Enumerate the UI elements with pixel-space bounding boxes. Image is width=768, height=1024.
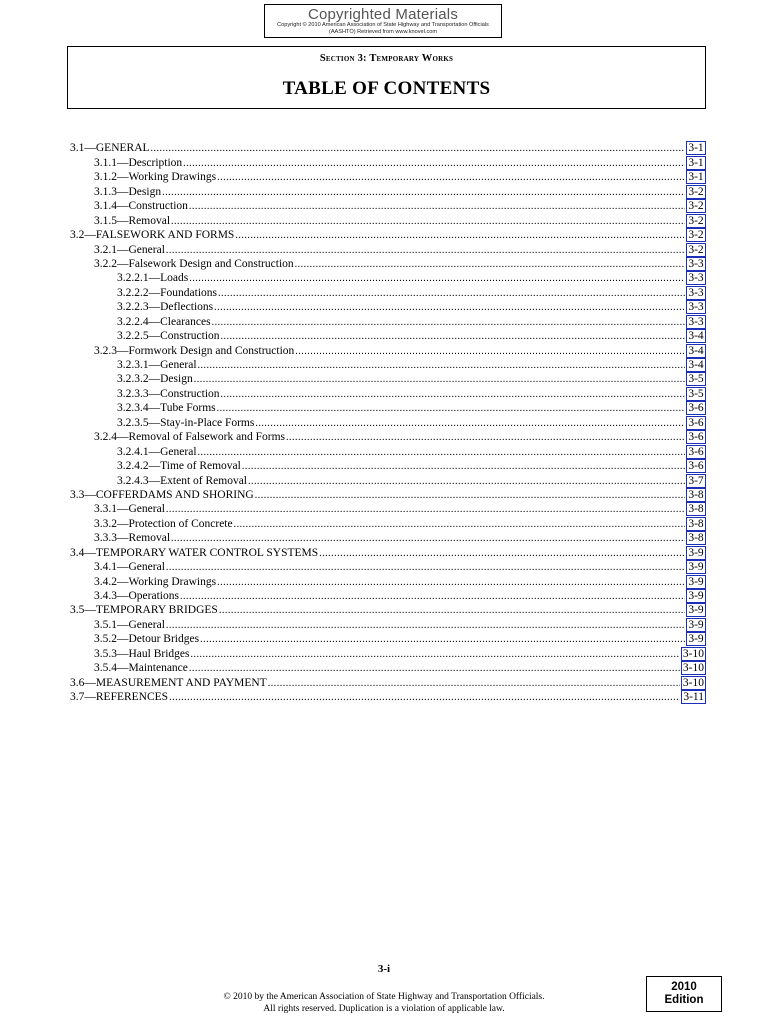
toc-page-link[interactable]: 3-10 [682, 676, 704, 689]
toc-page-link[interactable]: 3-6 [686, 416, 706, 430]
toc-entry-label[interactable]: 3.2.3.4—Tube Forms [117, 402, 216, 415]
toc-page-link[interactable]: 3-6 [686, 430, 706, 444]
toc-leader-dots [234, 519, 685, 531]
toc-entry-label[interactable]: 3.2.4—Removal of Falsework and Forms [94, 431, 286, 444]
toc-entry[interactable] [70, 372, 706, 386]
toc-entry-label[interactable]: 3.6—MEASUREMENT AND PAYMENT [70, 676, 267, 689]
toc-entry-label[interactable]: 3.2.2.3—Deflections [117, 301, 214, 314]
toc-entry-label[interactable]: 3.5—TEMPORARY BRIDGES [70, 604, 218, 617]
toc-leader-dots [162, 187, 685, 199]
toc-entry-label[interactable]: 3.1.4—Construction [94, 200, 188, 213]
toc-leader-dots [214, 302, 685, 314]
toc-leader-dots [166, 562, 685, 574]
toc-leader-dots [268, 678, 680, 690]
toc-leader-dots [248, 476, 685, 488]
toc-page-link[interactable]: 3-9 [686, 546, 706, 560]
toc-entry-label[interactable]: 3.1.2—Working Drawings [94, 171, 217, 184]
toc-page-link[interactable]: 3-2 [686, 243, 706, 257]
toc-entry-label[interactable]: 3.4.1—General [94, 561, 165, 574]
toc-page-link[interactable]: 3-3 [686, 286, 706, 300]
toc-leader-dots [198, 447, 685, 459]
toc-leader-dots [221, 331, 685, 343]
toc-entry-label[interactable]: 3.5.3—Haul Bridges [94, 647, 190, 660]
toc-page-link[interactable]: 3-9 [686, 603, 706, 617]
toc-leader-dots [194, 374, 685, 386]
toc-entry-label[interactable]: 3.5.1—General [94, 618, 165, 631]
toc-page-link[interactable]: 3-1 [686, 170, 706, 184]
toc-entry-label[interactable]: 3.2—FALSEWORK AND FORMS [70, 229, 235, 242]
toc-page-link[interactable]: 3-8 [686, 531, 706, 545]
toc-entry[interactable] [70, 574, 706, 588]
toc-leader-dots [221, 389, 685, 401]
toc-leader-dots [217, 577, 685, 589]
toc-entry-label[interactable]: 3.2.3—Formwork Design and Construction [94, 344, 295, 357]
toc-entry[interactable] [70, 473, 706, 487]
toc-page-link[interactable]: 3-5 [686, 372, 706, 386]
toc-entry-label[interactable]: 3.2.4.1—General [117, 445, 197, 458]
toc-leader-dots [166, 620, 685, 632]
toc-page-link[interactable]: 3-9 [686, 560, 706, 574]
toc-leader-dots [171, 533, 685, 545]
toc-entry-label[interactable]: 3.3—COFFERDAMS AND SHORING [70, 488, 254, 501]
toc-entry-label[interactable]: 3.3.1—General [94, 503, 165, 516]
toc-entry-label[interactable]: 3.2.3.5—Stay-in-Place Forms [117, 416, 255, 429]
toc-entry[interactable] [70, 329, 706, 343]
toc-leader-dots [217, 172, 685, 184]
toc-entry-label[interactable]: 3.2.2.1—Loads [117, 272, 189, 285]
toc-entry[interactable] [70, 141, 706, 155]
toc-leader-dots [166, 504, 685, 516]
toc-leader-dots [255, 418, 685, 430]
toc-page-link[interactable]: 3-1 [686, 156, 706, 170]
toc-entry[interactable] [70, 213, 706, 227]
toc-page-link[interactable]: 3-9 [686, 589, 706, 603]
toc-leader-dots [212, 317, 685, 329]
toc-leader-dots [219, 605, 685, 617]
toc-entry[interactable] [70, 488, 706, 502]
toc-entry[interactable] [70, 358, 706, 372]
toc-entry[interactable] [70, 271, 706, 285]
toc-leader-dots [242, 461, 685, 473]
toc-leader-dots [169, 692, 680, 704]
toc-entry[interactable] [70, 155, 706, 169]
toc-entry[interactable] [70, 690, 706, 704]
toc-entry[interactable] [70, 300, 706, 314]
toc-leader-dots [189, 273, 685, 285]
toc-leader-dots [180, 591, 685, 603]
toc-leader-dots [166, 245, 685, 257]
toc-entry-label[interactable]: 3.2.3.2—Design [117, 373, 193, 386]
edition-year: 2010 [671, 981, 697, 993]
page-number: 3-i [377, 963, 391, 975]
toc-entry[interactable] [70, 516, 706, 530]
toc-leader-dots [151, 143, 685, 155]
toc-entry[interactable] [70, 170, 706, 184]
toc-entry[interactable] [70, 257, 706, 271]
toc-entry-label[interactable]: 3.4.2—Working Drawings [94, 575, 217, 588]
toc-entry[interactable] [70, 459, 706, 473]
toc-entry-label[interactable]: 3.2.4.3—Extent of Removal [117, 474, 247, 487]
toc-entry[interactable] [70, 603, 706, 617]
toc-leader-dots [295, 259, 685, 271]
toc-entry[interactable] [70, 401, 706, 415]
toc-entry-label[interactable]: 3.3.2—Protection of Concrete [94, 517, 233, 530]
toc-page-link[interactable]: 3-4 [686, 344, 706, 358]
toc-page-link[interactable]: 3-1 [686, 141, 706, 155]
toc-page-link[interactable]: 3-6 [686, 401, 706, 415]
toc-page-link[interactable]: 3-6 [686, 445, 706, 459]
edition-badge [646, 976, 722, 1012]
toc-page-link[interactable]: 3-10 [682, 647, 704, 660]
toc-leader-dots [189, 201, 685, 213]
copyright-watermark [264, 4, 502, 38]
toc-entry-label[interactable]: 3.1.5—Removal [94, 214, 171, 227]
page-title: TABLE OF CONTENTS [282, 78, 491, 99]
toc-page-link[interactable]: 3-3 [686, 315, 706, 329]
toc-entry[interactable] [70, 184, 706, 198]
toc-leader-dots [235, 230, 685, 242]
toc-leader-dots [171, 216, 685, 228]
watermark-title: Copyrighted Materials [307, 6, 459, 23]
toc-page-link[interactable]: 3-3 [686, 271, 706, 285]
toc-entry[interactable] [70, 675, 706, 689]
toc-entry-label[interactable]: 3.1.3—Design [94, 185, 162, 198]
toc-entry-label[interactable]: 3.2.2.5—Construction [117, 330, 220, 343]
toc-page-link[interactable]: 3-8 [686, 502, 706, 516]
toc-page-link[interactable]: 3-3 [686, 300, 706, 314]
section-title: Section 3: Temporary Works [319, 53, 454, 64]
toc-entry-label[interactable]: 3.2.4.2—Time of Removal [117, 460, 241, 473]
toc-entry-label[interactable]: 3.2.2.4—Clearances [117, 315, 211, 328]
toc-leader-dots [198, 360, 685, 372]
table-of-contents [70, 141, 706, 704]
toc-page-link[interactable]: 3-8 [686, 488, 706, 502]
toc-entry[interactable] [70, 444, 706, 458]
toc-page-link[interactable]: 3-10 [682, 662, 704, 675]
toc-entry-label[interactable]: 3.2.3.1—General [117, 359, 197, 371]
section-header [67, 46, 706, 109]
toc-leader-dots [200, 634, 685, 646]
toc-entry-label[interactable]: 3.2.3.3—Construction [117, 387, 220, 400]
toc-leader-dots [191, 649, 680, 661]
watermark-line-1: Copyright © 2010 American Association of State Highway and Transportation Officials [277, 22, 489, 28]
toc-entry[interactable] [70, 314, 706, 328]
toc-entry[interactable] [70, 386, 706, 400]
toc-page-link[interactable]: 3-9 [686, 632, 706, 646]
toc-page-link[interactable]: 3-11 [683, 691, 704, 704]
toc-entry-label[interactable]: 3.1.1—Description [94, 156, 183, 169]
toc-entry[interactable] [70, 531, 706, 545]
toc-entry[interactable] [70, 632, 706, 646]
toc-leader-dots [217, 403, 685, 415]
toc-entry[interactable] [70, 343, 706, 357]
toc-page-link[interactable]: 3-7 [686, 474, 706, 488]
toc-entry-label[interactable]: 3.3.3—Removal [94, 532, 171, 545]
toc-page-link[interactable]: 3-4 [686, 329, 706, 343]
toc-entry-label[interactable]: 3.1—GENERAL [70, 142, 150, 155]
toc-entry[interactable] [70, 415, 706, 429]
toc-page-link[interactable]: 3-6 [686, 459, 706, 473]
toc-leader-dots [319, 548, 685, 560]
toc-page-link[interactable]: 3-5 [686, 387, 706, 401]
watermark-line-2: (AASHTO) Retrieved from www.knovel.com [328, 28, 438, 35]
toc-entry[interactable] [70, 199, 706, 213]
toc-leader-dots [218, 288, 685, 300]
toc-page-link[interactable]: 3-8 [686, 517, 706, 531]
toc-page-link[interactable]: 3-9 [686, 575, 706, 589]
toc-entry[interactable] [70, 661, 706, 675]
toc-entry[interactable] [70, 228, 706, 242]
toc-leader-dots [189, 663, 680, 675]
toc-entry-label[interactable]: 3.4—TEMPORARY WATER CONTROL SYSTEMS [70, 546, 319, 559]
edition-label: Edition [664, 994, 704, 1006]
toc-page-link[interactable]: 3-2 [686, 185, 706, 199]
toc-page-link[interactable]: 3-4 [686, 358, 706, 372]
toc-entry[interactable] [70, 502, 706, 516]
toc-page-link[interactable]: 3-2 [686, 228, 706, 242]
toc-entry-label[interactable]: 3.2.2.2—Foundations [117, 286, 217, 299]
toc-leader-dots [286, 432, 685, 444]
toc-page-link[interactable]: 3-9 [686, 618, 706, 632]
toc-entry[interactable] [70, 617, 706, 631]
copyright-line-2: All rights reserved. Duplication is a violation of applicable law. [263, 1004, 505, 1014]
copyright-line-1: © 2010 by the American Association of State Highway and Transportation Officials. [223, 992, 545, 1002]
toc-entry-label[interactable]: 3.5.2—Detour Bridges [94, 633, 200, 646]
toc-page-link[interactable]: 3-2 [686, 214, 706, 228]
toc-page-link[interactable]: 3-2 [686, 199, 706, 213]
toc-entry[interactable] [70, 646, 706, 660]
toc-entry[interactable] [70, 545, 706, 559]
toc-leader-dots [183, 158, 685, 170]
toc-entry[interactable] [70, 285, 706, 299]
toc-entry-label[interactable]: 3.4.3—Operations [94, 590, 179, 602]
toc-page-link[interactable]: 3-3 [686, 257, 706, 271]
toc-leader-dots [255, 490, 685, 502]
toc-entry[interactable] [70, 589, 706, 603]
toc-entry[interactable] [70, 242, 706, 256]
toc-entry-label[interactable]: 3.5.4—Maintenance [94, 662, 188, 675]
toc-entry[interactable] [70, 560, 706, 574]
toc-leader-dots [295, 346, 685, 358]
toc-entry[interactable] [70, 430, 706, 444]
toc-entry-label[interactable]: 3.2.2—Falsework Design and Construction [94, 257, 294, 270]
toc-entry-label[interactable]: 3.2.1—General [94, 243, 165, 256]
toc-entry-label[interactable]: 3.7—REFERENCES [70, 691, 169, 704]
